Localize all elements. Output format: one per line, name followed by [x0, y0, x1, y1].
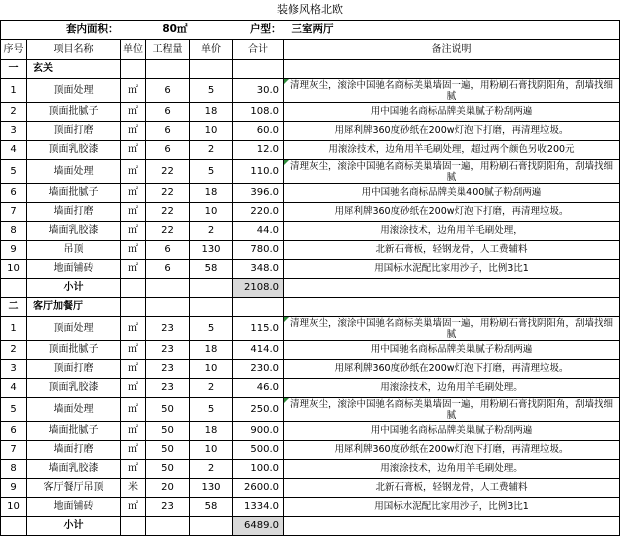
row-unit-price: 5	[190, 397, 233, 421]
row-unit-price: 10	[190, 121, 233, 140]
table-row	[1, 421, 620, 440]
row-note-text: 清理灰尘，滚涂中国驰名商标美巢墙固一遍，用粉刷石膏找阴阳角，刮墙找细腻	[289, 79, 613, 102]
empty-cell	[284, 297, 620, 316]
row-quantity: 23	[146, 359, 190, 378]
row-note-text: 用国标水泥配比家用沙子，比例3比1	[374, 263, 529, 274]
row-note	[284, 202, 620, 221]
section-name: 玄关	[27, 59, 121, 78]
empty-cell	[233, 297, 284, 316]
row-item-name: 墙面批腻子	[27, 421, 121, 440]
row-note-text: 用中国驰名商标品牌美巢腻子粉刮两遍	[370, 344, 533, 355]
row-total: 348.0	[233, 259, 284, 278]
row-note	[284, 316, 620, 340]
row-total: 46.0	[233, 378, 284, 397]
row-seq: 9	[1, 478, 27, 497]
row-note	[284, 78, 620, 102]
row-unit: ㎡	[121, 78, 146, 102]
row-quantity: 6	[146, 140, 190, 159]
row-total: 220.0	[233, 202, 284, 221]
row-item-name: 客厅餐厅吊顶	[27, 478, 121, 497]
empty-cell	[190, 278, 233, 297]
row-note-text: 清理灰尘，滚涂中国驰名商标美巢墙固一遍，用粉刷石膏找阴阳角，刮墙找细腻	[289, 317, 613, 340]
table-row	[1, 440, 620, 459]
row-unit: ㎡	[121, 359, 146, 378]
row-item-name: 顶面批腻子	[27, 340, 121, 359]
row-seq: 3	[1, 359, 27, 378]
row-seq: 5	[1, 159, 27, 183]
row-seq: 8	[1, 459, 27, 478]
row-seq: 8	[1, 221, 27, 240]
header-seq: 序号	[1, 39, 27, 59]
row-unit: ㎡	[121, 121, 146, 140]
empty-cell	[1, 516, 27, 535]
row-unit-price: 58	[190, 497, 233, 516]
row-seq: 7	[1, 202, 27, 221]
row-note-text: 用滚涂技术，边角用羊毛刷处理。	[380, 382, 523, 393]
row-unit-price: 58	[190, 259, 233, 278]
row-quantity: 6	[146, 259, 190, 278]
table-row	[1, 340, 620, 359]
row-quantity: 22	[146, 159, 190, 183]
row-seq: 2	[1, 340, 27, 359]
row-quantity: 23	[146, 316, 190, 340]
row-total: 110.0	[233, 159, 284, 183]
row-note-text: 用犀利牌360度砂纸在200w灯泡下打磨，再清理垃圾。	[334, 125, 569, 136]
row-note	[284, 359, 620, 378]
comment-marker-icon	[284, 398, 289, 403]
table-row	[1, 102, 620, 121]
empty-cell	[284, 516, 620, 535]
section-row	[1, 59, 620, 78]
row-unit-price: 10	[190, 359, 233, 378]
row-quantity: 20	[146, 478, 190, 497]
row-total: 108.0	[233, 102, 284, 121]
row-unit-price: 18	[190, 421, 233, 440]
row-unit-price: 18	[190, 102, 233, 121]
row-quantity: 50	[146, 459, 190, 478]
row-note-text: 用中国驰名商标品牌美巢腻子粉刮两遍	[370, 425, 533, 436]
row-total: 414.0	[233, 340, 284, 359]
row-unit: ㎡	[121, 397, 146, 421]
row-note-text: 用滚涂技术，边角用羊毛刷处理。	[380, 463, 523, 474]
subtotal-row	[1, 516, 620, 535]
row-note-text: 用犀利牌360度砂纸在200w灯泡下打磨，再清理垃圾。	[334, 206, 569, 217]
table-row	[1, 459, 620, 478]
row-item-name: 墙面处理	[27, 397, 121, 421]
row-note-text: 用滚涂技术，边角用羊毛刷处理，超过两个颜色另收200元	[328, 144, 575, 155]
row-unit-price: 2	[190, 378, 233, 397]
row-unit-price: 5	[190, 316, 233, 340]
table-row	[1, 140, 620, 159]
table-row	[1, 159, 620, 183]
table-row	[1, 240, 620, 259]
row-seq: 4	[1, 378, 27, 397]
row-unit-price: 10	[190, 202, 233, 221]
row-note-text: 用国标水泥配比家用沙子，比例3比1	[374, 501, 529, 512]
row-unit: ㎡	[121, 183, 146, 202]
table-row	[1, 478, 620, 497]
row-unit-price: 130	[190, 478, 233, 497]
row-unit: ㎡	[121, 202, 146, 221]
row-note	[284, 397, 620, 421]
area-value: 80㎡	[121, 20, 190, 39]
section-index: 一	[1, 59, 27, 78]
empty-cell	[284, 278, 620, 297]
comment-marker-icon	[284, 317, 289, 322]
row-quantity: 6	[146, 102, 190, 121]
row-item-name: 墙面乳胶漆	[27, 221, 121, 240]
row-seq: 1	[1, 78, 27, 102]
row-seq: 2	[1, 102, 27, 121]
row-total: 500.0	[233, 440, 284, 459]
table-row	[1, 378, 620, 397]
row-item-name: 墙面打磨	[27, 202, 121, 221]
comment-marker-icon	[284, 79, 289, 84]
row-note-text: 北新石膏板，轻钢龙骨，人工费辅料	[375, 244, 528, 255]
table-row	[1, 221, 620, 240]
empty-cell	[121, 59, 146, 78]
row-unit: ㎡	[121, 440, 146, 459]
row-item-name: 顶面处理	[27, 78, 121, 102]
row-note-text: 用中国驰名商标品牌美巢400腻子粉刮两遍	[361, 187, 542, 198]
row-item-name: 墙面处理	[27, 159, 121, 183]
row-quantity: 50	[146, 440, 190, 459]
sheet-title: 装修风格北欧	[1, 0, 620, 20]
row-unit: ㎡	[121, 259, 146, 278]
row-total: 44.0	[233, 221, 284, 240]
row-unit: ㎡	[121, 421, 146, 440]
row-total: 230.0	[233, 359, 284, 378]
row-note-text: 清理灰尘，滚涂中国驰名商标美巢墙固一遍，用粉刷石膏找阴阳角，刮墙找细腻	[289, 160, 613, 183]
row-total: 100.0	[233, 459, 284, 478]
row-item-name: 墙面乳胶漆	[27, 459, 121, 478]
table-row	[1, 316, 620, 340]
header-row	[1, 39, 620, 59]
row-item-name: 顶面处理	[27, 316, 121, 340]
row-quantity: 6	[146, 78, 190, 102]
row-item-name: 地面铺砖	[27, 497, 121, 516]
subtotal-value: 6489.0	[233, 516, 284, 535]
row-item-name: 顶面打磨	[27, 121, 121, 140]
row-unit-price: 10	[190, 440, 233, 459]
subtotal-row	[1, 278, 620, 297]
row-note	[284, 340, 620, 359]
row-item-name: 地面铺砖	[27, 259, 121, 278]
row-seq: 7	[1, 440, 27, 459]
row-item-name: 吊顶	[27, 240, 121, 259]
row-unit-price: 2	[190, 140, 233, 159]
row-unit: ㎡	[121, 378, 146, 397]
table-row	[1, 397, 620, 421]
row-item-name: 顶面打磨	[27, 359, 121, 378]
empty-cell	[146, 278, 190, 297]
row-unit: 米	[121, 478, 146, 497]
house-type-value: 三室两厅	[284, 20, 620, 39]
row-total: 2600.0	[233, 478, 284, 497]
row-note	[284, 159, 620, 183]
row-unit-price: 5	[190, 159, 233, 183]
row-unit-price: 5	[190, 78, 233, 102]
table-row	[1, 183, 620, 202]
row-note-text: 用滚涂技术，边角用羊毛刷处理，	[380, 225, 523, 236]
area-label: 套内面积：	[1, 20, 121, 39]
header-total: 合计	[233, 39, 284, 59]
empty-cell	[284, 59, 620, 78]
row-seq: 6	[1, 421, 27, 440]
table-row	[1, 78, 620, 102]
row-item-name: 墙面打磨	[27, 440, 121, 459]
row-total: 396.0	[233, 183, 284, 202]
row-unit-price: 2	[190, 221, 233, 240]
row-total: 30.0	[233, 78, 284, 102]
row-quantity: 23	[146, 340, 190, 359]
row-seq: 10	[1, 497, 27, 516]
row-quantity: 50	[146, 421, 190, 440]
row-note	[284, 421, 620, 440]
info-row	[1, 20, 620, 39]
empty-cell	[121, 516, 146, 535]
header-qty: 工程量	[146, 39, 190, 59]
row-seq: 6	[1, 183, 27, 202]
row-note	[284, 221, 620, 240]
row-item-name: 顶面乳胶漆	[27, 140, 121, 159]
row-item-name: 顶面乳胶漆	[27, 378, 121, 397]
house-type-label: 户型：	[190, 20, 284, 39]
row-quantity: 23	[146, 378, 190, 397]
row-quantity: 22	[146, 183, 190, 202]
row-seq: 5	[1, 397, 27, 421]
row-note	[284, 259, 620, 278]
row-total: 250.0	[233, 397, 284, 421]
header-price: 单价	[190, 39, 233, 59]
row-seq: 3	[1, 121, 27, 140]
row-note	[284, 183, 620, 202]
row-item-name: 顶面批腻子	[27, 102, 121, 121]
subtotal-label: 小计	[27, 516, 121, 535]
row-unit: ㎡	[121, 316, 146, 340]
row-note	[284, 140, 620, 159]
row-quantity: 22	[146, 221, 190, 240]
section-index: 二	[1, 297, 27, 316]
row-unit: ㎡	[121, 459, 146, 478]
empty-cell	[146, 297, 190, 316]
header-unit: 单位	[121, 39, 146, 59]
empty-cell	[146, 516, 190, 535]
row-total: 115.0	[233, 316, 284, 340]
subtotal-value: 2108.0	[233, 278, 284, 297]
row-unit: ㎡	[121, 240, 146, 259]
row-note-text: 北新石膏板，轻钢龙骨，人工费辅料	[375, 482, 528, 493]
row-total: 12.0	[233, 140, 284, 159]
row-unit: ㎡	[121, 102, 146, 121]
section-row	[1, 297, 620, 316]
row-item-name: 墙面批腻子	[27, 183, 121, 202]
row-note	[284, 240, 620, 259]
row-seq: 10	[1, 259, 27, 278]
row-quantity: 22	[146, 202, 190, 221]
row-note	[284, 478, 620, 497]
row-total: 900.0	[233, 421, 284, 440]
row-unit: ㎡	[121, 159, 146, 183]
row-total: 1334.0	[233, 497, 284, 516]
empty-cell	[190, 59, 233, 78]
table-row	[1, 359, 620, 378]
row-total: 780.0	[233, 240, 284, 259]
row-note	[284, 440, 620, 459]
section-name: 客厅加餐厅	[27, 297, 121, 316]
row-seq: 9	[1, 240, 27, 259]
header-name: 项目名称	[27, 39, 121, 59]
empty-cell	[121, 278, 146, 297]
comment-marker-icon	[284, 160, 289, 165]
row-unit: ㎡	[121, 497, 146, 516]
row-unit: ㎡	[121, 140, 146, 159]
row-total: 60.0	[233, 121, 284, 140]
empty-cell	[121, 297, 146, 316]
table-row	[1, 202, 620, 221]
row-seq: 4	[1, 140, 27, 159]
empty-cell	[146, 59, 190, 78]
empty-cell	[1, 278, 27, 297]
table-row	[1, 121, 620, 140]
empty-cell	[233, 59, 284, 78]
row-quantity: 6	[146, 121, 190, 140]
row-unit-price: 18	[190, 340, 233, 359]
row-note	[284, 497, 620, 516]
row-note	[284, 459, 620, 478]
row-unit-price: 18	[190, 183, 233, 202]
row-quantity: 6	[146, 240, 190, 259]
row-note-text: 清理灰尘，滚涂中国驰名商标美巢墙固一遍，用粉刷石膏找阴阳角，刮墙找细腻	[289, 398, 613, 421]
table-row	[1, 497, 620, 516]
row-note	[284, 378, 620, 397]
row-seq: 1	[1, 316, 27, 340]
subtotal-label: 小计	[27, 278, 121, 297]
row-note	[284, 121, 620, 140]
row-note	[284, 102, 620, 121]
row-unit-price: 2	[190, 459, 233, 478]
row-note-text: 用中国驰名商标品牌美巢腻子粉刮两遍	[370, 106, 533, 117]
row-note-text: 用犀利牌360度砂纸在200w灯泡下打磨，再清理垃圾。	[334, 363, 569, 374]
empty-cell	[190, 516, 233, 535]
row-unit: ㎡	[121, 340, 146, 359]
title-row	[1, 0, 620, 20]
header-note: 备注说明	[284, 39, 620, 59]
row-unit: ㎡	[121, 221, 146, 240]
row-unit-price: 130	[190, 240, 233, 259]
row-quantity: 23	[146, 497, 190, 516]
table-row	[1, 259, 620, 278]
empty-cell	[190, 297, 233, 316]
row-note-text: 用犀利牌360度砂纸在200w灯泡下打磨，再清理垃圾。	[334, 444, 569, 455]
row-quantity: 50	[146, 397, 190, 421]
